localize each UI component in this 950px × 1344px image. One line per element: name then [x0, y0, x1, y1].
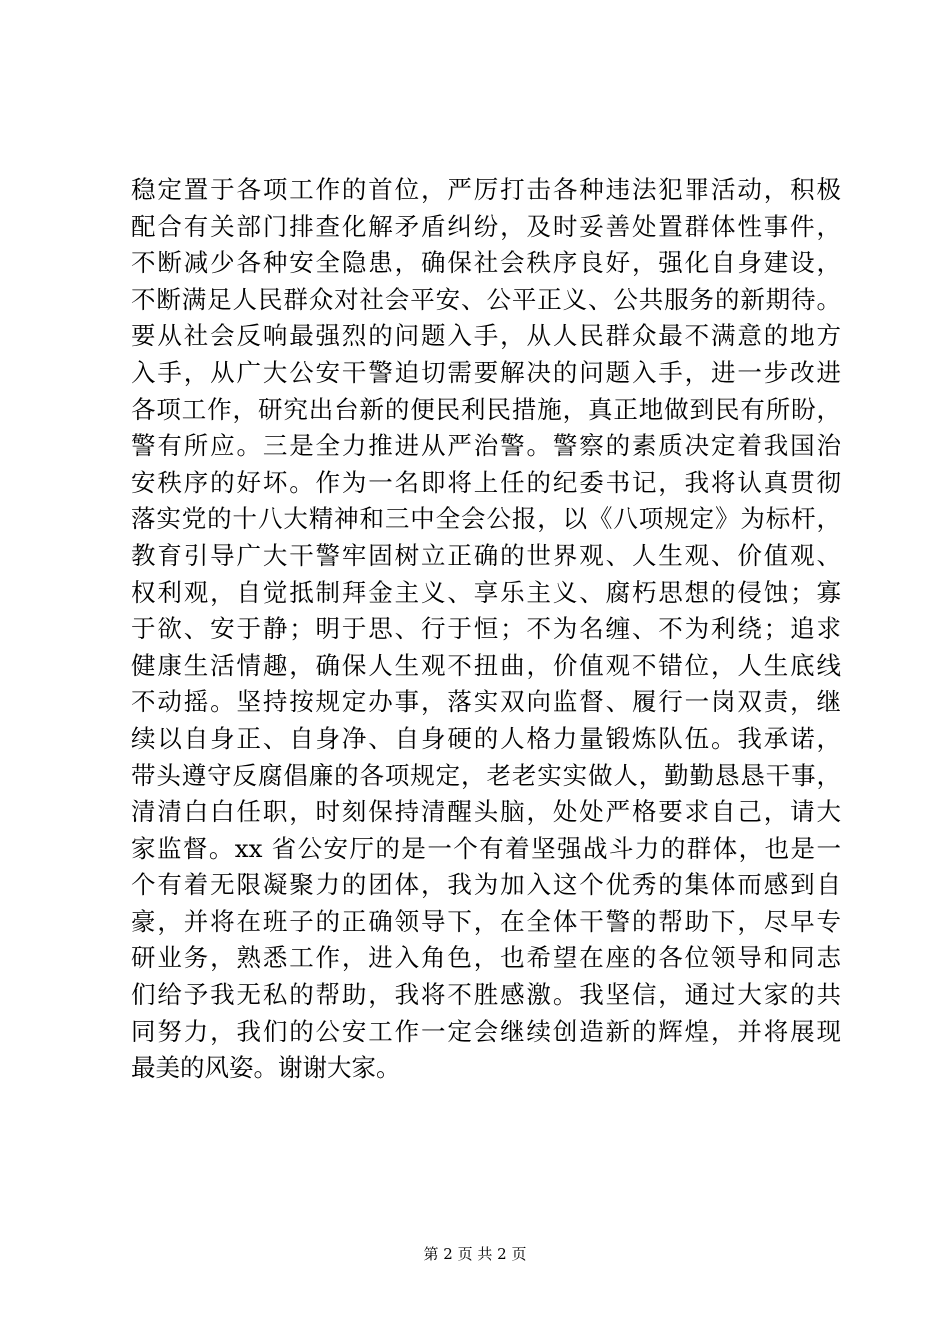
- text-line: 最美的风姿。谢谢大家。: [131, 1053, 401, 1083]
- text-line: 同努力，我们的公安工作一定会继续创造新的辉煌，并将展现: [131, 1016, 841, 1046]
- text-line: 落实党的十八大精神和三中全会公报，以《八项规定》为标杆，: [131, 504, 841, 534]
- text-line: 配合有关部门排查化解矛盾纠纷，及时妥善处置群体性事件，: [131, 211, 841, 241]
- text-line: 各项工作，研究出台新的便民利民措施，真正地做到民有所盼，: [131, 394, 841, 424]
- text-line: 要从社会反响最强烈的问题入手，从人民群众最不满意的地方: [131, 321, 841, 351]
- page-number-label: 第 2 页 共 2 页: [423, 1245, 527, 1263]
- text-line: 教育引导广大干警牢固树立正确的世界观、人生观、价值观、: [131, 540, 841, 570]
- text-line: 不动摇。坚持按规定办事，落实双向监督、履行一岗双责，继: [131, 687, 841, 717]
- text-line: 清清白白任职，时刻保持清醒头脑，处处严格要求自己，请大: [131, 797, 841, 827]
- text-line: 权利观，自觉抵制拜金主义、享乐主义、腐朽思想的侵蚀；寡: [131, 577, 841, 607]
- text-line: 警有所应。三是全力推进从严治警。警察的素质决定着我国治: [131, 431, 841, 461]
- text-line: 健康生活情趣，确保人生观不扭曲，价值观不错位，人生底线: [131, 650, 841, 680]
- page-footer: [0, 1244, 950, 1264]
- text-line: 研业务，熟悉工作，进入角色，也希望在座的各位领导和同志: [131, 943, 841, 973]
- text-line: 于欲、安于静；明于思、行于恒；不为名缠、不为利绕；追求: [131, 614, 841, 644]
- text-line: 续以自身正、自身净、自身硬的人格力量锻炼队伍。我承诺，: [131, 723, 841, 753]
- text-line: 不断满足人民群众对社会平安、公平正义、公共服务的新期待。: [131, 284, 841, 314]
- body-paragraph: [131, 172, 841, 1087]
- text-line: 家监督。xx 省公安厅的是一个有着坚强战斗力的群体，也是一: [131, 833, 841, 863]
- text-line: 个有着无限凝聚力的团体，我为加入这个优秀的集体而感到自: [131, 870, 841, 900]
- text-line: 安秩序的好坏。作为一名即将上任的纪委书记，我将认真贯彻: [131, 467, 841, 497]
- text-line: 带头遵守反腐倡廉的各项规定，老老实实做人，勤勤恳恳干事，: [131, 760, 841, 790]
- text-line: 不断减少各种安全隐患，确保社会秩序良好，强化自身建设，: [131, 248, 841, 278]
- text-line: 入手，从广大公安干警迫切需要解决的问题入手，进一步改进: [131, 357, 841, 387]
- text-line: 稳定置于各项工作的首位，严厉打击各种违法犯罪活动，积极: [131, 175, 841, 204]
- text-line: 豪，并将在班子的正确领导下，在全体干警的帮助下，尽早专: [131, 906, 841, 936]
- text-line: 们给予我无私的帮助，我将不胜感激。我坚信，通过大家的共: [131, 980, 841, 1010]
